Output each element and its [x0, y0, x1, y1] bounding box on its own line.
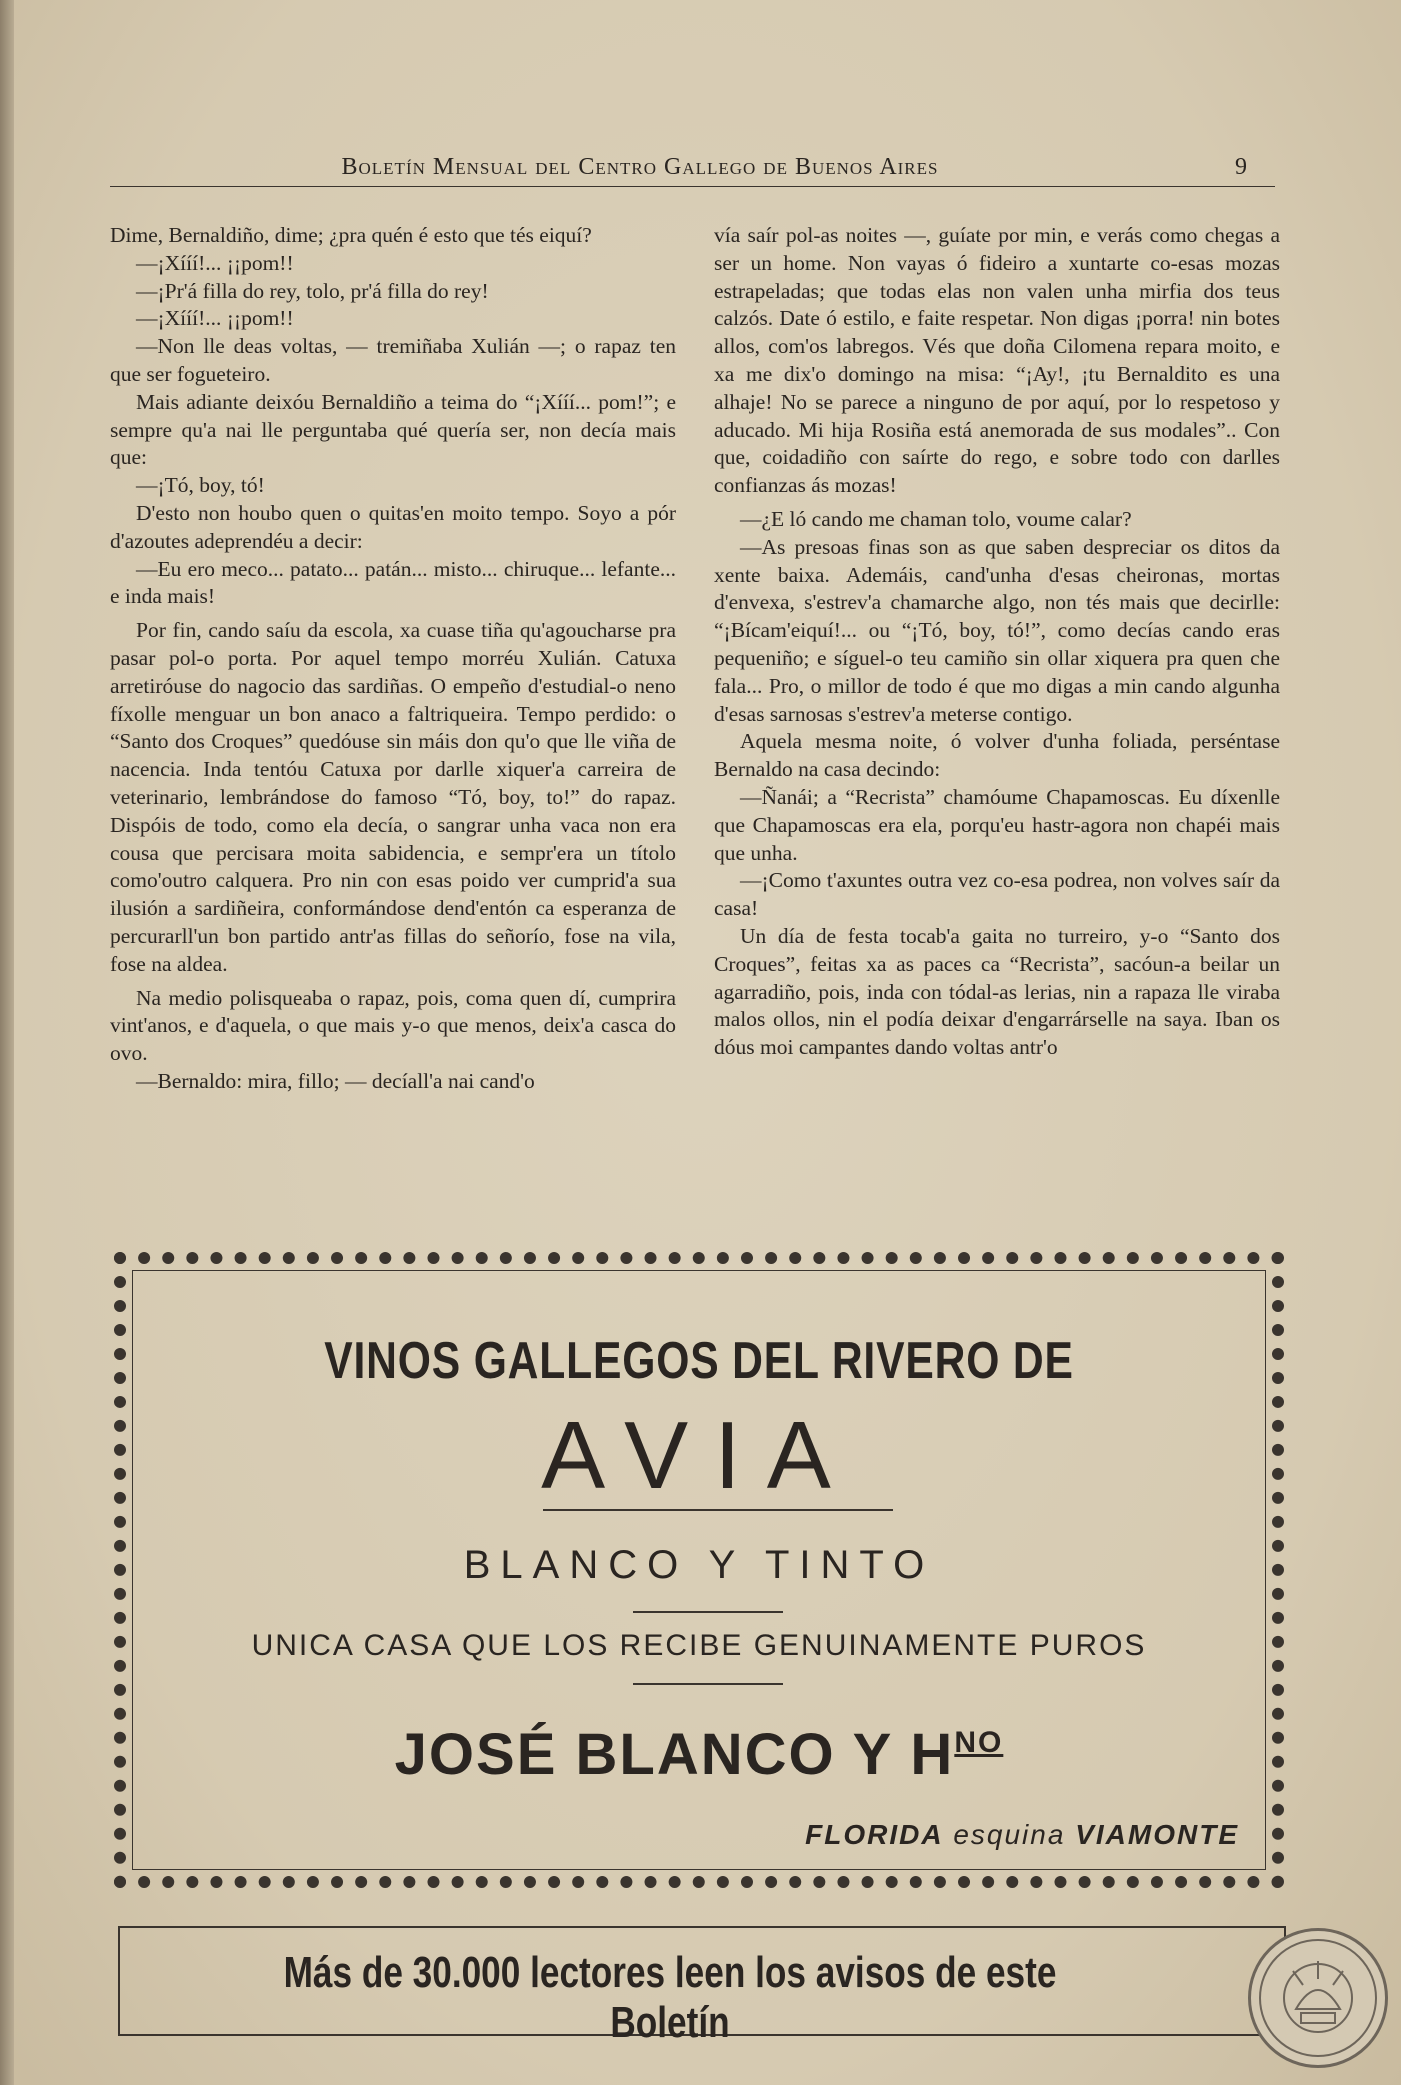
readership-notice: Más de 30.000 lectores leen los avisos de este Boletín	[283, 1948, 1057, 2047]
paragraph: —¡Xííí!... ¡¡pom!!	[136, 250, 294, 275]
right-column	[714, 222, 1280, 1062]
ad-merchant-main: JOSÉ BLANCO Y H	[394, 1722, 955, 1787]
ad-brand-underline	[543, 1509, 893, 1511]
paragraph: Aquela mesma noite, ó volver d'unha foliada, perséntase Bernaldo na casa decindo:	[714, 729, 1280, 782]
paragraph: —Eu ero meco... patato... patán... misto... chiruque... lefante... e inda mais!	[110, 556, 676, 609]
ad-headline: VINOS GALLEGOS DEL RIVERO DE	[324, 1332, 1074, 1390]
ad-divider	[633, 1611, 783, 1613]
ad-brand: AVIA	[541, 1402, 857, 1509]
paragraph: —¡Xííí!... ¡¡pom!!	[136, 306, 294, 331]
library-seal-icon	[1248, 1928, 1388, 2068]
paragraph: Na medio polisqueaba o rapaz, pois, coma quen dí, cumprira vint'anos, e d'aquela, o que mais y-o que menos, deix'a casca do ovo.	[110, 985, 676, 1066]
paragraph: Por fin, cando saíu da escola, xa cuase tiña qu'agoucharse pra pasar pol-o porta. Por aquel tempo morréu Xulián. Catuxa arretiróuse do nagocio das sardiñas. O empeño d'estudial-o neno fíxolle menguar un bon anaco a faltriqueira. Tempo perdido: o “Santo dos Croques” quedóuse sin máis don qu'o que lle viña de nacencia. Inda tentóu Catuxa por darlle xiquer'a carreira de veterinario, lembrándose do famoso “Tó, boy, to!” do rapaz. Dispóis de todo, como ela decía, o sangrar unha vaca non era cousa que percisara moita sabidencia, e sempr'era un títolo como'outro calquera. Pro nin con esas poido ver cumprid'a sua ilusión a sardiñeira, conformándose dend'entón ca esperanza de percurarll'un bon partido antr'as fillas do señorío, fose na vila, fose na aldea.	[110, 618, 676, 976]
paragraph: Mais adiante deixóu Bernaldiño a teima do “¡Xííí... pom!”; e sempre qu'a nai lle perguntaba qué quería ser, non decía mais que:	[110, 389, 676, 470]
paragraph: —Bernaldo: mira, fillo; — decíall'a nai cand'o	[136, 1068, 535, 1093]
header-title: Boletín Mensual del Centro Gallego de Buenos Aires	[341, 154, 939, 180]
ad-address-street: FLORIDA	[805, 1819, 944, 1850]
running-header	[110, 150, 1275, 187]
paragraph: Dime, Bernaldiño, dime; ¿pra quén é esto que tés eiquí?	[110, 223, 592, 247]
readership-notice-box	[118, 1926, 1286, 2047]
paragraph: —¡Pr'á filla do rey, tolo, pr'á filla do rey!	[136, 278, 489, 303]
ad-address-join: esquina	[953, 1819, 1066, 1850]
ad-divider	[633, 1683, 783, 1685]
ad-tagline: UNICA CASA QUE LOS RECIBE GENUINAMENTE PUROS	[251, 1629, 1147, 1662]
page-number: 9	[1235, 154, 1247, 180]
ad-merchant-suffix: NO	[954, 1726, 1004, 1759]
paragraph: —¿E ló cando me chaman tolo, voume calar?	[740, 506, 1132, 531]
paragraph: —Non lle deas voltas, — tremiñaba Xulián —; o rapaz ten que ser fogueteiro.	[110, 334, 676, 386]
paragraph: —¡Como t'axuntes outra vez co-esa podrea, non volves saír da casa!	[714, 868, 1280, 921]
paragraph: —¡Tó, boy, tó!	[136, 473, 265, 498]
ad-address	[805, 1819, 1239, 1851]
paragraph: vía saír pol-as noites —, guíate por min, e verás como chegas a ser un home. Non vayas ó fideiro a xuntarte co-esas mozas estrapeladas; que todas elas non valen unha mirfia dos teus calzós. Date ó estilo, e faite respetar. Non digas ¡porra! nin botes allos, com'os labregos. Vés que doña Cilomena repara moito, e xa me dix'o domingo na misa: “¡Ay!, ¡tu Bernaldito es una alhaje! No se parece a ninguno de por aquí, por lo respetoso y aducado. Mi hija Rosiña está anemorada de sus modales”.. Con que, coidadiño con saírte do rego, e sobre todo con darlles confianzas ás mozas!	[714, 223, 1280, 498]
advertisement-inner-frame	[132, 1270, 1266, 1870]
paragraph: —As presoas finas son as que saben despreciar os ditos da xente baixa. Ademáis, cand'unha d'esas cheironas, mortas d'envexa, s'estrev'a chamarche algo, non tés mais que decirlle: “¡Bícam'eiquí!... ou “¡Tó, boy, tó!”, como decías cando eras pequeniño; e síguel-o teu camiño sin ollar xiquera pra quen che fala... Pro, o millor de todo é que mo digas a min cando algunha d'esas sarnosas s'estrev'a meterse contigo.	[714, 534, 1280, 726]
paragraph: —Ñanái; a “Recrista” chamóume Chapamoscas. Eu díxenlle que Chapamoscas era ela, porqu'eu hastr-agora non chapéi mais que unha.	[714, 784, 1280, 865]
paragraph: Un día de festa tocab'a gaita no turreiro, y-o “Santo dos Croques”, feitas xa as paces ca “Recrista”, sacóun-a beilar un agarradiño, pois, inda con tódal-as lerias, nin a rapaza lle viraba malos ollos, nin el podía deixar d'engarrárselle na saya. Iban os dóus moi campantes dando voltas antr'o	[714, 923, 1280, 1060]
ad-merchant-name	[133, 1721, 1265, 1788]
wine-advertisement	[114, 1252, 1284, 1888]
ad-subtitle: BLANCO Y TINTO	[463, 1543, 935, 1587]
ad-address-cross: VIAMONTE	[1075, 1819, 1239, 1850]
page-binding-edge	[0, 0, 14, 2085]
paragraph: D'esto non houbo quen o quitas'en moito tempo. Soyo a pór d'azoutes adeprendéu a decir:	[110, 500, 676, 553]
left-column	[110, 222, 676, 1096]
seal-graphic	[1251, 1931, 1385, 2065]
